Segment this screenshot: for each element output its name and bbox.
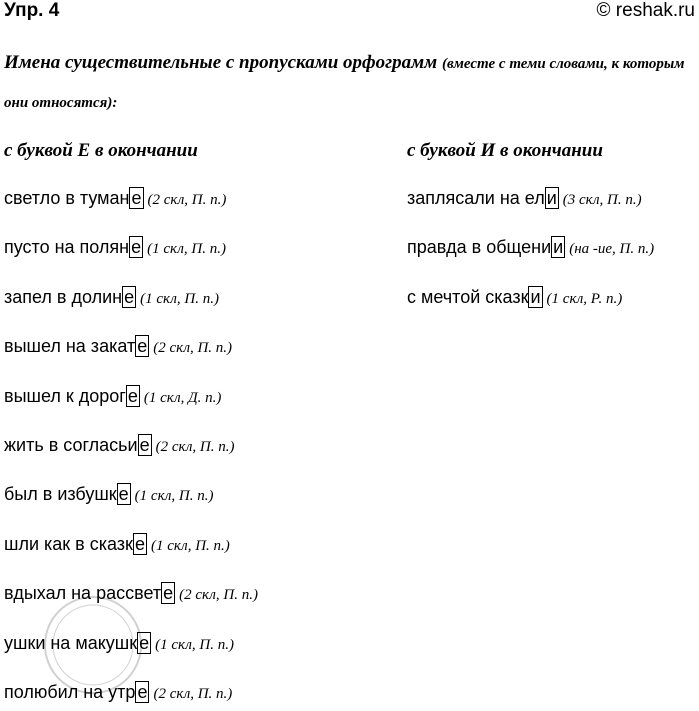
grammar-note: (2 скл, П. п.)	[153, 686, 233, 702]
grammar-note: (1 скл, П. п.)	[155, 636, 234, 653]
ending-letter-box: е	[131, 188, 142, 208]
word-stem: шли как в сказк	[4, 533, 133, 554]
ending-letter-box: и	[530, 286, 541, 307]
copyright-text: © reshak.ru	[596, 0, 695, 21]
grammar-note: (1 скл, П. п.)	[150, 537, 230, 554]
ending-letter-box: е	[131, 237, 142, 258]
ending-letter-box: е	[118, 484, 129, 505]
word-row	[407, 286, 622, 310]
word-row	[4, 187, 226, 211]
word-stem: вышел на закат	[4, 336, 136, 357]
exercise-title: Упр. 4	[4, 0, 60, 21]
word-stem: ушки на макушк	[4, 632, 138, 653]
ending-letter-box: и	[553, 237, 564, 258]
word-row	[4, 533, 230, 557]
word-row	[407, 187, 642, 211]
word-stem: вдыхал на рассвет	[4, 583, 162, 604]
grammar-note: (1 скл, П. п.)	[134, 488, 214, 505]
word-stem: правда в общени	[407, 237, 552, 258]
grammar-note: (1 скл, Р. п.)	[546, 290, 623, 307]
heading-note: (вместе с теми словами, к которым они относятся):	[4, 56, 685, 111]
grammar-note: (3 скл, П. п.)	[562, 192, 642, 208]
word-stem: вышел к дорог	[4, 385, 126, 406]
ending-letter-box: е	[134, 533, 145, 554]
word-row	[4, 434, 234, 458]
word-row	[4, 385, 221, 409]
ending-letter-box: е	[163, 583, 174, 604]
grammar-note: (на -ие, П. п.)	[569, 241, 655, 258]
grammar-note: (2 скл, П. п.)	[147, 192, 227, 208]
word-row	[4, 286, 219, 310]
right-column-title: с буквой И в окончании	[407, 140, 603, 161]
word-row	[4, 632, 234, 656]
word-stem: заплясали на ел	[407, 188, 545, 208]
grammar-note: (2 скл, П. п.)	[179, 587, 258, 604]
word-row	[4, 681, 232, 705]
ending-letter-box: е	[124, 286, 135, 307]
heading-main: Имена существительные с пропусками орфограмм	[4, 52, 442, 73]
word-stem: полюбил на утр	[4, 682, 136, 702]
word-row	[4, 335, 232, 359]
ending-letter-box: и	[546, 188, 557, 208]
grammar-note: (1 скл, П. п.)	[147, 241, 226, 258]
word-stem: жить в согласьи	[4, 435, 138, 455]
word-row	[4, 483, 214, 507]
grammar-note: (1 скл, Д. п.)	[143, 389, 222, 406]
word-stem: светло в туман	[4, 188, 130, 208]
ending-letter-box: е	[137, 682, 148, 702]
ending-letter-box: е	[139, 632, 150, 653]
exercise-heading	[4, 44, 696, 122]
word-stem: был в избушк	[4, 484, 117, 505]
word-stem: запел в долин	[4, 286, 123, 307]
ending-letter-box: е	[139, 435, 150, 455]
left-column-title: с буквой Е в окончании	[4, 140, 198, 161]
ending-letter-box: е	[127, 385, 138, 406]
grammar-note: (2 скл, П. п.)	[155, 439, 235, 455]
word-stem: с мечтой сказк	[407, 286, 529, 307]
grammar-note: (1 скл, П. п.)	[140, 290, 219, 307]
word-row	[4, 582, 258, 606]
grammar-note: (2 скл, П. п.)	[153, 340, 233, 357]
word-row	[4, 236, 226, 260]
word-row	[407, 236, 654, 260]
ending-letter-box: е	[137, 336, 148, 357]
word-stem: пусто на полян	[4, 237, 130, 258]
